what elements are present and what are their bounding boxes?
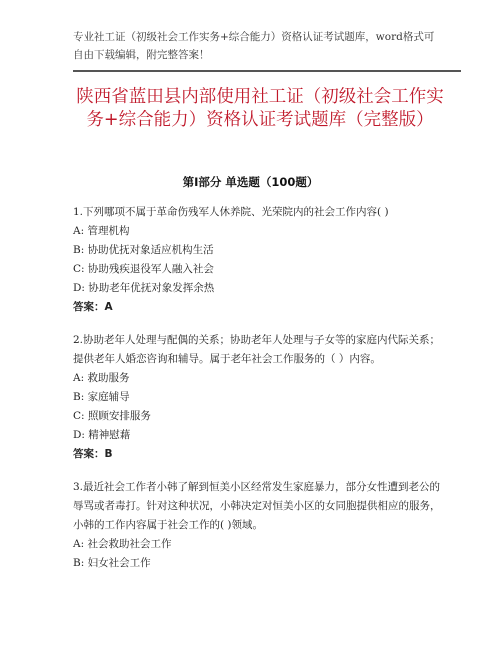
answer: 答案：B [73,448,113,460]
option-a: A: 救助服务 [73,372,130,384]
option-b: B: 妇女社会工作 [73,557,151,569]
header-divider [73,70,461,72]
option-c: C: 协助残疾退役军人融入社会 [73,263,214,275]
option-a: A: 管理机构 [73,225,130,237]
document-title: 陕西省蓝田县内部使用社工证（初级社会工作实务+综合能力）资格认证考试题库（完整版） [76,87,444,130]
question-text: 2.协助老年人处理与配偶的关系；协助老年人处理与子女等的家庭内代际关系；提供老年人婚恋咨询和辅导。属于老年社会工作服务的（ ）内容。 [73,334,441,365]
option-d: D: 协助老年优抚对象发挥余热 [73,282,215,294]
answer: 答案：A [73,301,113,313]
question-text: 3.最近社会工作者小韩了解到恒美小区经常发生家庭暴力，部分女性遭到老公的辱骂或者毒打。针对这种状况，小韩决定对恒美小区的女同胞提供相应的服务，小韩的工作内容属于社会工作的( )领域。 [73,481,441,531]
question-text: 1.下列哪项不属于革命伤残军人休养院、光荣院内的社会工作内容( ) [73,206,389,218]
option-b: B: 家庭辅导 [73,391,130,403]
option-c: C: 照顾安排服务 [73,410,151,422]
option-a: A: 社会救助社会工作 [73,538,172,550]
option-d: D: 精神慰藉 [73,429,131,441]
question-item [73,331,443,464]
question-item [73,203,443,317]
header-note: 专业社工证（初级社会工作实务+综合能力）资格认证考试题库，word格式可自由下载编辑，附完整答案！ [73,31,435,61]
section-title: 第Ⅰ部分 单选题（100题） [182,175,319,189]
question-list [73,203,443,587]
question-item [73,478,443,573]
option-b: B: 协助优抚对象适应机构生活 [73,244,214,256]
